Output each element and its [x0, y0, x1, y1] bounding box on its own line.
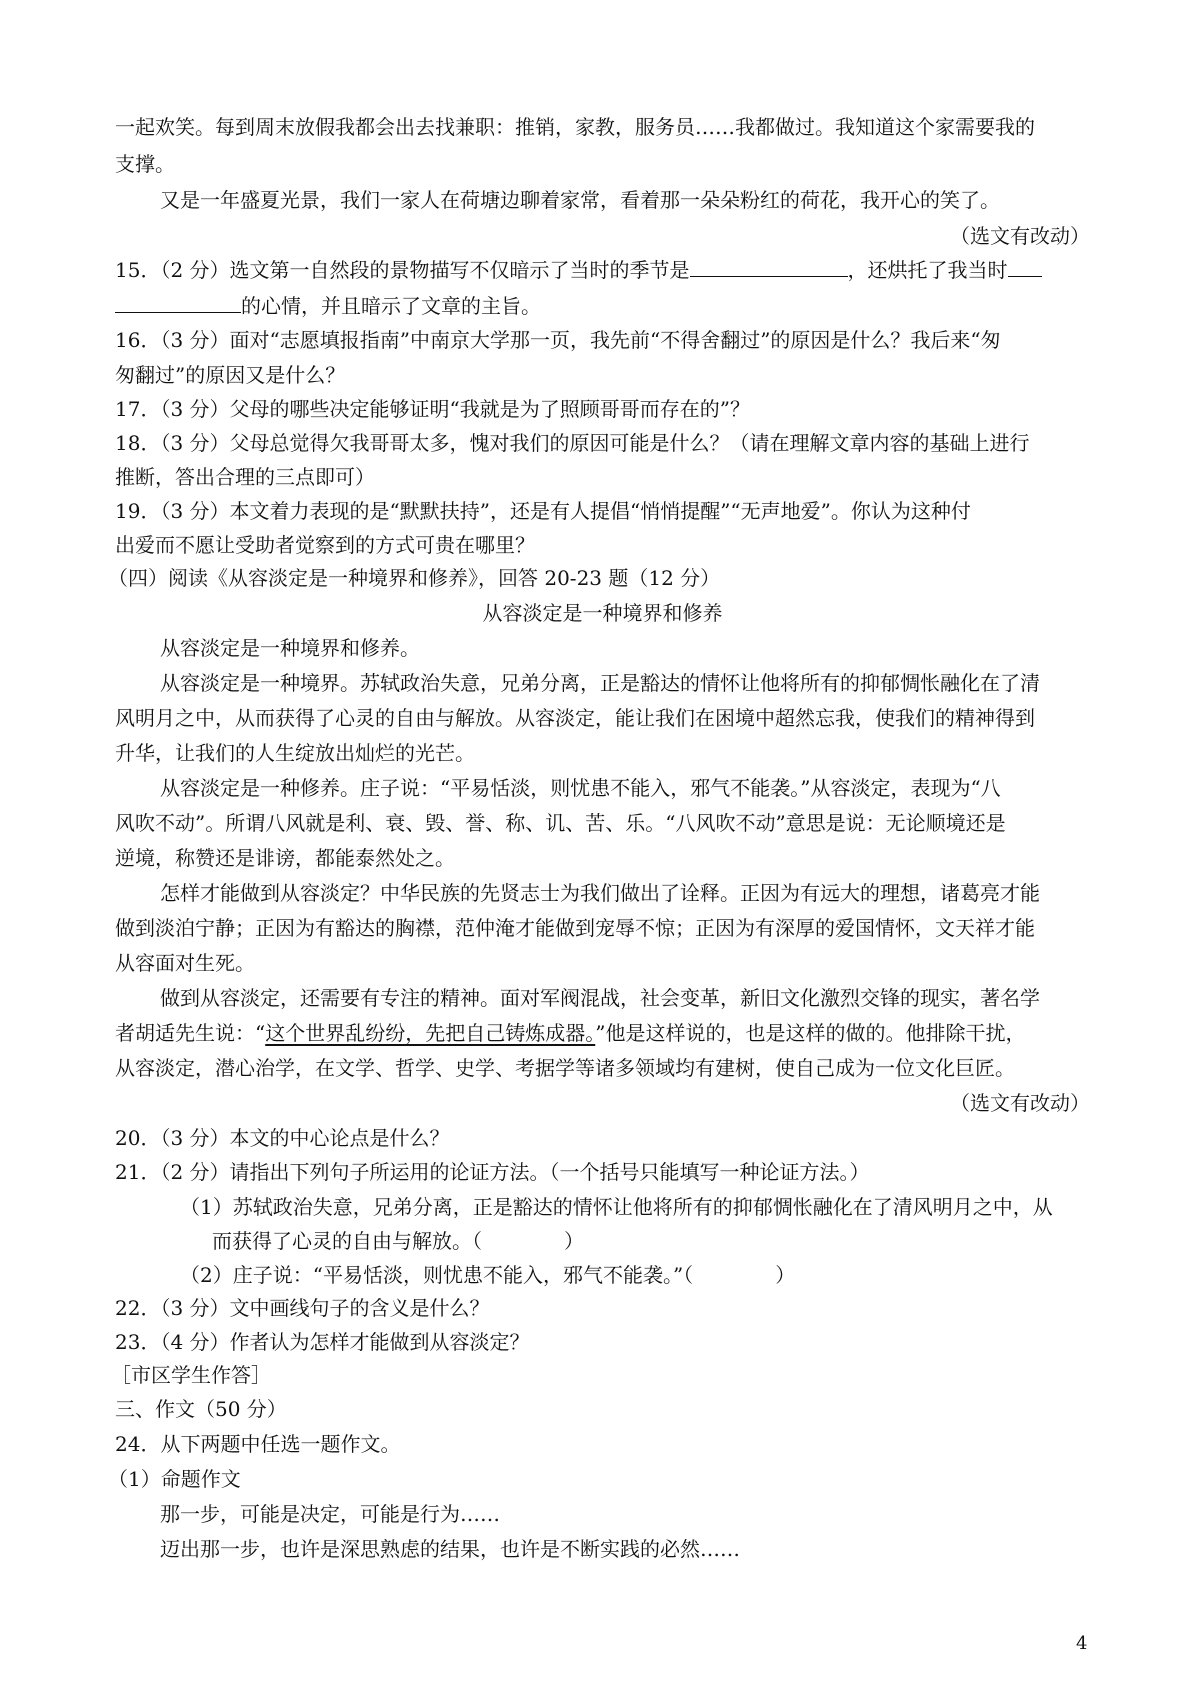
article-paragraph: 从容面对生死。: [115, 951, 255, 975]
question-20: 20．（3 分）本文的中心论点是什么？: [115, 1126, 450, 1150]
article-paragraph: 做到淡泊宁静；正因为有豁达的胸襟，范仲淹才能做到宠辱不惊；正因为有深厚的爱国情怀，文天祥才能: [115, 916, 1035, 940]
question-18: 18．（3 分）父母总觉得欠我哥哥太多，愧对我们的原因可能是什么？（请在理解文章内容的基础上进行: [115, 431, 1030, 455]
question-text: 而获得了心灵的自由与解放。（: [212, 1229, 482, 1253]
story-line: 一起欢笑。每到周末放假我都会出去找兼职：推销，家教，服务员……我都做过。我知道这个家需要我的: [115, 115, 1035, 139]
section-heading: （四）阅读《从容淡定是一种境界和修养》，回答 20-23 题（12 分）: [108, 566, 721, 590]
article-paragraph: [115, 1016, 1090, 1050]
paragraph-text: 者胡适先生说：“: [115, 1021, 266, 1045]
question-text: 15．（2 分）选文第一自然段的景物描写不仅暗示了当时的季节是: [115, 258, 690, 282]
composition-heading: 三、作文（50 分）: [115, 1397, 287, 1421]
article-paragraph: 做到从容淡定，还需要有专注的精神。面对军阀混战，社会变革，新旧文化激烈交锋的现实，著名学: [160, 986, 1040, 1010]
article-paragraph: 逆境，称赞还是诽谤，都能泰然处之。: [115, 846, 455, 870]
question-19: 19．（3 分）本文着力表现的是“默默扶持”，还是有人提倡“悄悄提醒”“无声地爱”。你认为这种付: [115, 499, 971, 523]
question-21-item-1: （1）苏轼政治失意，兄弟分离，正是豁达的情怀让他将所有的抑郁惆怅融化在了清风明月之中，从: [180, 1195, 1053, 1219]
paragraph-text: ”他是这样说的，也是这样的做的。他排除干扰，: [595, 1021, 1026, 1045]
question-text: ）: [775, 1263, 796, 1287]
article-paragraph: 怎样才能做到从容淡定？中华民族的先贤志士为我们做出了诠释。正因为有远大的理想，诸葛亮才能: [160, 881, 1040, 905]
question-text: ，还烘托了我当时: [847, 258, 1008, 282]
composition-option-1: （1）命题作文: [108, 1467, 241, 1491]
question-23: 23．（4 分）作者认为怎样才能做到从容淡定？: [115, 1330, 530, 1354]
question-15: [115, 253, 1090, 287]
question-text: ）: [564, 1229, 584, 1253]
answer-blank[interactable]: [1008, 254, 1042, 277]
question-17: 17．（3 分）父母的哪些决定能够证明“我就是为了照顾哥哥而存在的”？: [115, 397, 750, 421]
question-22: 22．（3 分）文中画线句子的含义是什么？: [115, 1296, 490, 1320]
question-21: 21．（2 分）请指出下列句子所运用的论证方法。（一个括号只能填写一种论证方法。）: [115, 1160, 870, 1184]
page-number: 4: [1076, 1633, 1088, 1654]
section-note: ［市区学生作答］: [111, 1363, 271, 1387]
question-21-item-2: [180, 1258, 1090, 1292]
question-15-cont: [115, 289, 1090, 323]
question-21-item-1-cont: [212, 1224, 1090, 1258]
article-paragraph: 从容淡定是一种修养。庄子说：“平易恬淡，则忧患不能入，邪气不能袭。”从容淡定，表现为“八: [160, 776, 1001, 800]
composition-prompt-line: 迈出那一步，也许是深思熟虑的结果，也许是不断实践的必然……: [160, 1537, 740, 1561]
question-text: 的心情，并且暗示了文章的主旨。: [241, 294, 541, 318]
question-19-cont: 出爱而不愿让受助者觉察到的方式可贵在哪里？: [115, 533, 535, 557]
article-paragraph: 从容淡定是一种境界和修养。: [160, 636, 420, 660]
answer-blank[interactable]: [115, 290, 241, 313]
question-16: 16．（3 分）面对“志愿填报指南”中南京大学那一页，我先前“不得舍翻过”的原因是什么？我后来“匆: [115, 328, 1001, 352]
question-16-cont: 匆翻过”的原因又是什么？: [115, 363, 346, 387]
article-title: 从容淡定是一种境界和修养: [482, 601, 723, 625]
article-paragraph: 风吹不动”。所谓八风就是利、衰、毁、誉、称、讥、苦、乐。“八风吹不动”意思是说：无论顺境还是: [115, 811, 1006, 835]
story-line: 又是一年盛夏光景，我们一家人在荷塘边聊着家常，看着那一朵朵粉红的荷花，我开心的笑了。: [160, 188, 1000, 212]
question-18-cont: 推断，答出合理的三点即可）: [115, 465, 375, 489]
question-24: 24．从下两题中任选一题作文。: [115, 1432, 401, 1456]
article-paragraph: 从容淡定是一种境界。苏轼政治失意，兄弟分离，正是豁达的情怀让他将所有的抑郁惆怅融化在了清: [160, 671, 1040, 695]
article-paragraph: 从容淡定，潜心治学，在文学、哲学、史学、考据学等诸多领域均有建树，使自己成为一位文化巨匠。: [115, 1056, 1015, 1080]
answer-blank[interactable]: [690, 254, 848, 277]
article-paragraph: 风明月之中，从而获得了心灵的自由与解放。从容淡定，能让我们在困境中超然忘我，使我们的精神得到: [115, 706, 1035, 730]
source-note: （选文有改动）: [950, 224, 1090, 248]
source-note: （选文有改动）: [950, 1091, 1090, 1115]
composition-prompt-line: 那一步，可能是决定，可能是行为……: [160, 1502, 500, 1526]
question-text: （2）庄子说：“平易恬淡，则忧患不能入，邪气不能袭。”（: [180, 1263, 694, 1287]
story-line: 支撑。: [115, 152, 175, 176]
article-paragraph: 升华，让我们的人生绽放出灿烂的光芒。: [115, 741, 475, 765]
underlined-sentence: 这个世界乱纷纷，先把自己铸炼成器。: [265, 1021, 596, 1045]
